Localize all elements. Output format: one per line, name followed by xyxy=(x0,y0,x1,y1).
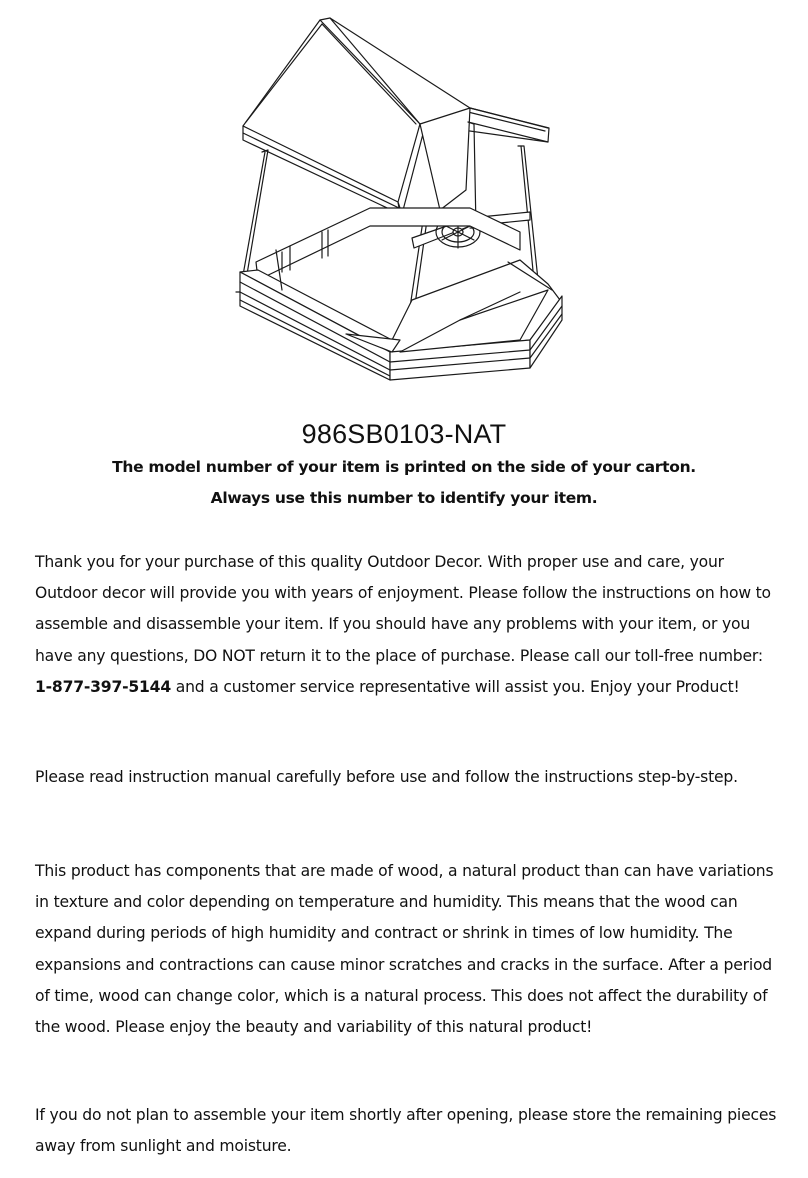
model-number: 986SB0103-NAT xyxy=(301,419,507,449)
toll-free-phone-number: 1-877-397-5144 xyxy=(35,677,171,696)
sandbox-illustration xyxy=(232,14,582,404)
intro-text-after-phone: and a customer service representative will assist you. Enjoy your Product! xyxy=(170,677,740,696)
instructions-paragraph: Please read instruction manual carefully before use and follow the instructions step-by-step. xyxy=(35,768,738,786)
model-number-usage-note: Always use this number to identify your item. xyxy=(210,489,598,507)
intro-text-before-phone: Thank you for your purchase of this quality Outdoor Decor. With proper use and care, your Outdoor decor will provide you with years of enjoyment. Please follow the instructions on how to assemble and disassemble your item. If you should have any problems with your item, or you have any questions, DO NOT return it to the place of purchase. Please call our toll-free number: xyxy=(35,553,771,665)
model-number-location-note: The model number of your item is printed on the side of your carton. xyxy=(112,458,696,476)
intro-paragraph xyxy=(35,547,780,703)
storage-paragraph: If you do not plan to assemble your item shortly after opening, please store the remaining pieces away from sunlight and moisture. xyxy=(35,1106,777,1156)
wood-care-paragraph: This product has components that are made of wood, a natural product than can have variations in texture and color depending on temperature and humidity. This means that the wood can expand during periods of high humidity and contract or shrink in times of low humidity. The expansions and contractions can cause minor scratches and cracks in the surface. After a period of time, wood can change color, which is a natural process. This does not affect the durability of the wood. Please enjoy the beauty and variability of this natural product! xyxy=(35,862,774,1037)
